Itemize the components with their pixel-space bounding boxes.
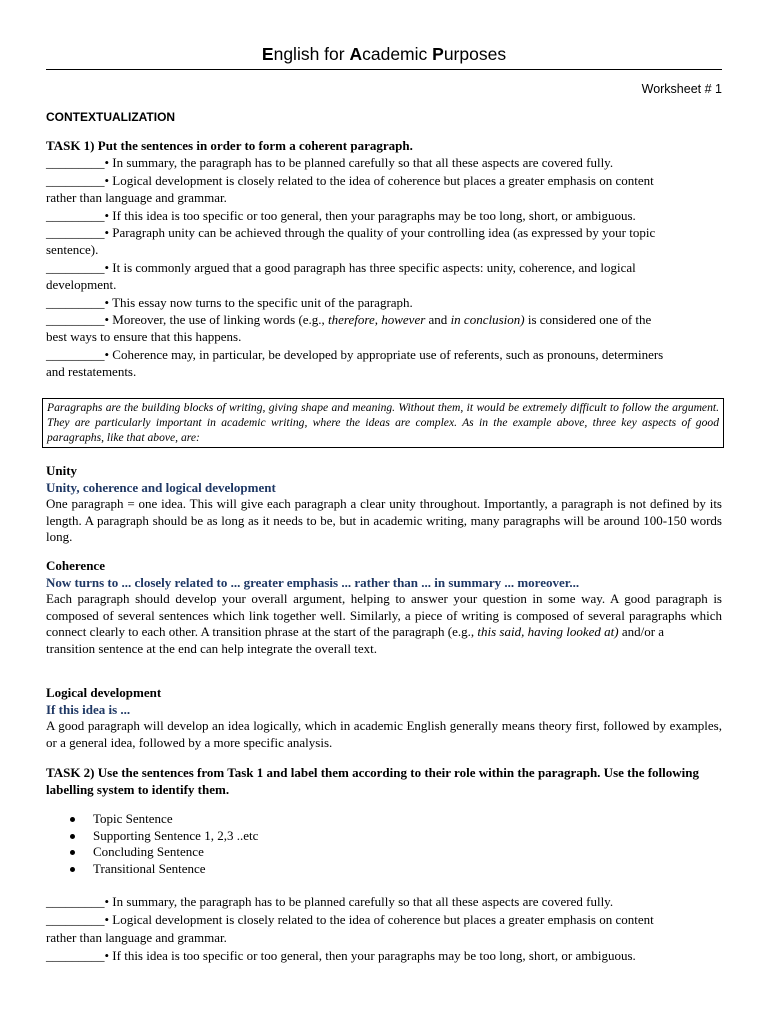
task1-item: _________• This essay now turns to the specific unit of the paragraph. (46, 294, 413, 310)
list-item: Supporting Sentence 1, 2,3 ..etc (93, 828, 722, 845)
coherence-subheading: Now turns to ... closely related to ... greater emphasis ... rather than ... in summary ... moreover... (46, 574, 580, 590)
task2-item: _________• Logical development is closely related to the idea of coherence but places a greater emphasis on content (46, 911, 654, 927)
logical-body: A good paragraph will develop an idea logically, which in academic English generally means theory first, followed by examples, or a general idea, followed by a more specific analysis. (46, 718, 722, 750)
coherence-heading: Coherence (46, 558, 105, 573)
task1-item: _________• Moreover, the use of linking words (e.g., therefore, however and in conclusion) is considered one of the (46, 312, 652, 328)
task1-item: _________• Paragraph unity can be achieved through the quality of your controlling idea (as expressed by your topic (46, 225, 656, 241)
logical-subheading: If this idea is ... (46, 701, 131, 717)
unity-body: One paragraph = one idea. This will give each paragraph a clear unity throughout. Importantly, a paragraph is not defined by its length. A paragraph should be as long as it needs to be, but in academic writing, many paragraphs will be around 100-150 words long. (46, 496, 722, 545)
task2-item: _________• In summary, the paragraph has to be planned carefully so that all these aspects are covered fully. (46, 893, 614, 909)
unity-heading: Unity (46, 463, 78, 478)
task1-item: _________• Logical development is closely related to the idea of coherence but places a greater emphasis on content (46, 172, 654, 188)
task2-item-cont: rather than language and grammar. (46, 929, 227, 945)
task1-item: _________• If this idea is too specific or too general, then your paragraphs may be too long, short, or ambiguous. (46, 207, 636, 223)
unity-section (46, 463, 722, 546)
intro-box: Paragraphs are the building blocks of writing, giving shape and meaning. Without them, it would be extremely difficult to follow the argument. They are particularly important in academic writing, where the ideas are complex. As in the example above, three key aspects of good paragraphs, like that above, are: (42, 398, 724, 448)
task1-block (46, 137, 722, 381)
task1-heading: TASK 1) Put the sentences in order to form a coherent paragraph. (46, 138, 413, 153)
task1-item: _________• Coherence may, in particular, be developed by appropriate use of referents, such as pronouns, determiners (46, 346, 664, 362)
logical-section (46, 685, 722, 751)
task1-item-cont: best ways to ensure that this happens. (46, 329, 242, 345)
unity-subheading: Unity, coherence and logical development (46, 479, 276, 495)
task1-item: _________• It is commonly argued that a good paragraph has three specific aspects: unity, coherence, and logical (46, 259, 636, 275)
task2-heading: TASK 2) Use the sentences from Task 1 and label them according to their role within the paragraph. Use the following labelling system to identify them. (46, 765, 700, 797)
task1-item-cont: rather than language and grammar. (46, 190, 227, 206)
section-label-contextualization: CONTEXTUALIZATION (46, 110, 176, 124)
coherence-body: Each paragraph should develop your overall argument, helping to answer your question in some way. A good paragraph is composed of several sentences which link together well. Similarly, a piece of writing is composed of several paragraphs which connect clearly to each other. A transition phrase at the start of the paragraph (e.g., this said, having looked at) and/or a (46, 591, 722, 640)
logical-heading: Logical development (46, 685, 162, 700)
coherence-body-cont: transition sentence at the end can help integrate the overall text. (46, 640, 378, 656)
document-title: English for Academic Purposes (261, 44, 507, 64)
task1-item-cont: and restatements. (46, 364, 137, 380)
header-rule (46, 69, 722, 70)
label-list (46, 811, 722, 877)
list-item: Concluding Sentence (93, 844, 722, 861)
task1-item-cont: development. (46, 277, 117, 293)
list-item: Transitional Sentence (93, 861, 722, 878)
task1-item: _________• In summary, the paragraph has to be planned carefully so that all these aspects are covered fully. (46, 155, 614, 171)
task1-item-cont: sentence). (46, 242, 99, 258)
coherence-section (46, 558, 722, 658)
task2-block (46, 765, 722, 965)
task2-item: _________• If this idea is too specific or too general, then your paragraphs may be too long, short, or ambiguous. (46, 947, 636, 963)
list-item: Topic Sentence (93, 811, 722, 828)
worksheet-number: Worksheet # 1 (641, 82, 722, 96)
